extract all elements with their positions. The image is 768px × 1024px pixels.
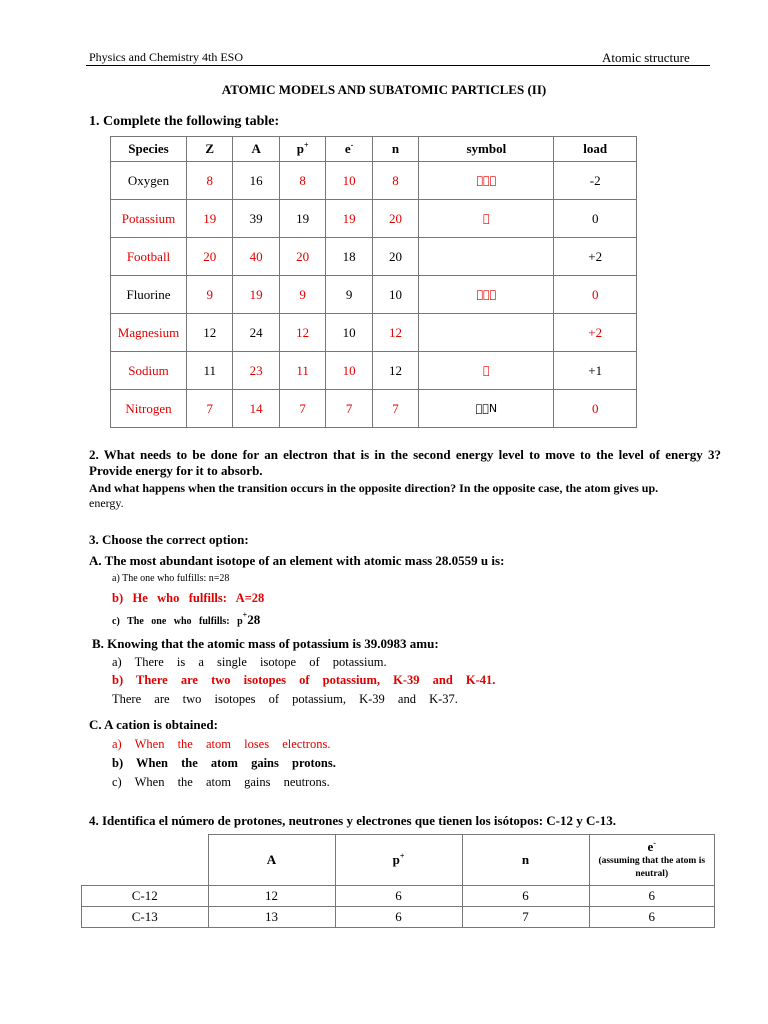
cell-load: 0 bbox=[554, 276, 637, 314]
question-3a-option-b: b) He who fulfills: A=28 bbox=[112, 591, 265, 605]
cell-p: 7 bbox=[279, 390, 325, 428]
cell-symbol: N bbox=[419, 390, 554, 428]
header-divider bbox=[86, 65, 710, 66]
cell-isotope: C-12 bbox=[82, 886, 209, 907]
cell-isotope: C-13 bbox=[82, 907, 209, 928]
question-3a-option-a: a) The one who fulfills: n=28 bbox=[112, 573, 230, 584]
question-3a-option-c-value: 28 bbox=[247, 612, 261, 627]
cell-a: 13 bbox=[208, 907, 335, 928]
header-e-note: (assuming that the atom is neutral) bbox=[598, 856, 706, 879]
table-row bbox=[82, 907, 715, 928]
cell-a: 16 bbox=[233, 162, 279, 200]
page-title: ATOMIC MODELS AND SUBATOMIC PARTICLES (II) bbox=[221, 82, 547, 97]
col-e-label: e bbox=[344, 141, 351, 156]
header-p-label: p bbox=[392, 852, 400, 867]
cell-a: 12 bbox=[208, 886, 335, 907]
question-1-prompt: 1. Complete the following table: bbox=[89, 114, 280, 129]
col-p-label: p bbox=[296, 141, 304, 156]
header-n: n bbox=[462, 835, 589, 886]
cell-a: 24 bbox=[233, 314, 279, 352]
cell-n: 7 bbox=[462, 907, 589, 928]
cell-n: 7 bbox=[372, 390, 418, 428]
col-load: load bbox=[554, 137, 637, 162]
table-row bbox=[111, 200, 637, 238]
col-p-sup: + bbox=[303, 140, 309, 150]
species-table bbox=[110, 136, 637, 428]
col-e-sup: - bbox=[350, 140, 354, 150]
table-row bbox=[111, 238, 637, 276]
cell-n: 10 bbox=[372, 276, 418, 314]
col-symbol: symbol bbox=[419, 137, 554, 162]
header-topic: Atomic structure bbox=[602, 50, 690, 65]
cell-species: Nitrogen bbox=[111, 390, 187, 428]
cell-e: 9 bbox=[326, 276, 372, 314]
question-3b-prompt: B. Knowing that the atomic mass of potassium is 39.0983 amu: bbox=[92, 636, 439, 651]
cell-a: 23 bbox=[233, 352, 279, 390]
cell-a: 14 bbox=[233, 390, 279, 428]
cell-z: 12 bbox=[187, 314, 233, 352]
question-3a-option-c-text: c) The one who fulfills: p bbox=[112, 616, 243, 627]
cell-z: 8 bbox=[187, 162, 233, 200]
question-3c-option-a: a) When the atom loses electrons. bbox=[112, 737, 331, 751]
cell-species: Potassium bbox=[111, 200, 187, 238]
question-3c-prompt: C. A cation is obtained: bbox=[89, 717, 218, 732]
col-a: A bbox=[233, 137, 279, 162]
cell-n: 6 bbox=[462, 886, 589, 907]
cell-symbol bbox=[419, 162, 554, 200]
cell-n: 8 bbox=[372, 162, 418, 200]
cell-e: 18 bbox=[326, 238, 372, 276]
header-e bbox=[589, 835, 715, 886]
cell-n: 12 bbox=[372, 314, 418, 352]
cell-species: Fluorine bbox=[111, 276, 187, 314]
cell-p: 11 bbox=[279, 352, 325, 390]
cell-e: 10 bbox=[326, 314, 372, 352]
cell-p: 19 bbox=[279, 200, 325, 238]
cell-load: +2 bbox=[554, 238, 637, 276]
col-e bbox=[326, 137, 372, 162]
question-3b-option-b: b) There are two isotopes of potassium, K-39 and K-41. bbox=[112, 673, 496, 687]
question-3a-option-c bbox=[112, 611, 260, 629]
cell-p: 12 bbox=[279, 314, 325, 352]
cell-symbol bbox=[419, 238, 554, 276]
question-3c-option-b: b) When the atom gains protons. bbox=[112, 756, 336, 770]
header-p bbox=[335, 835, 462, 886]
header-e-letter: e bbox=[647, 839, 654, 854]
isotope-header-row bbox=[82, 835, 715, 886]
cell-symbol bbox=[419, 200, 554, 238]
table-row bbox=[111, 352, 637, 390]
cell-p: 6 bbox=[335, 886, 462, 907]
question-4-prompt: 4. Identifica el número de protones, neutrones y electrones que tienen los isótopos: C-12 y C-13. bbox=[89, 813, 616, 828]
header-e-sup: - bbox=[653, 838, 656, 848]
isotope-table bbox=[81, 834, 715, 928]
table-row bbox=[111, 276, 637, 314]
col-p bbox=[279, 137, 325, 162]
cell-symbol bbox=[419, 352, 554, 390]
cell-p: 6 bbox=[335, 907, 462, 928]
cell-species: Magnesium bbox=[111, 314, 187, 352]
question-3c-option-c: c) When the atom gains neutrons. bbox=[112, 775, 330, 789]
header-a: A bbox=[208, 835, 335, 886]
cell-a: 39 bbox=[233, 200, 279, 238]
cell-e: 10 bbox=[326, 162, 372, 200]
question-2-prompt: 2. What needs to be done for an electron that is in the second energy level to move to the level of energy 3? Provide energy for it to absorb. bbox=[89, 447, 721, 478]
table-row bbox=[82, 886, 715, 907]
cell-load: 0 bbox=[554, 200, 637, 238]
cell-n: 20 bbox=[372, 200, 418, 238]
cell-p: 20 bbox=[279, 238, 325, 276]
header-empty bbox=[82, 835, 209, 886]
question-2-followup-text: And what happens when the transition occurs in the opposite direction? In the opposite case, the atom gives up. bbox=[89, 481, 659, 495]
col-n: n bbox=[372, 137, 418, 162]
cell-z: 11 bbox=[187, 352, 233, 390]
cell-p: 8 bbox=[279, 162, 325, 200]
cell-z: 19 bbox=[187, 200, 233, 238]
cell-e: 6 bbox=[589, 907, 715, 928]
question-2-followup bbox=[89, 481, 735, 511]
table-row bbox=[111, 314, 637, 352]
question-3b-option-a: a) There is a single isotope of potassium. bbox=[112, 655, 387, 669]
cell-e: 7 bbox=[326, 390, 372, 428]
cell-n: 12 bbox=[372, 352, 418, 390]
cell-symbol bbox=[419, 276, 554, 314]
cell-z: 7 bbox=[187, 390, 233, 428]
table-header-row bbox=[111, 137, 637, 162]
cell-z: 9 bbox=[187, 276, 233, 314]
header-e-label bbox=[590, 839, 715, 855]
cell-species: Sodium bbox=[111, 352, 187, 390]
cell-species: Football bbox=[111, 238, 187, 276]
header-course: Physics and Chemistry 4th ESO bbox=[89, 50, 244, 64]
cell-symbol bbox=[419, 314, 554, 352]
cell-load: -2 bbox=[554, 162, 637, 200]
cell-z: 20 bbox=[187, 238, 233, 276]
cell-p: 9 bbox=[279, 276, 325, 314]
cell-species: Oxygen bbox=[111, 162, 187, 200]
col-species: Species bbox=[111, 137, 187, 162]
cell-n: 20 bbox=[372, 238, 418, 276]
question-2-followup-tail: energy. bbox=[89, 496, 124, 510]
cell-load: +1 bbox=[554, 352, 637, 390]
cell-e: 10 bbox=[326, 352, 372, 390]
table-row bbox=[111, 162, 637, 200]
table-row bbox=[111, 390, 637, 428]
cell-e: 6 bbox=[589, 886, 715, 907]
cell-load: 0 bbox=[554, 390, 637, 428]
cell-a: 19 bbox=[233, 276, 279, 314]
header-p-sup: + bbox=[399, 851, 405, 861]
question-3a-option-c-sup: + bbox=[242, 610, 248, 620]
question-3a-prompt: A. The most abundant isotope of an element with atomic mass 28.0559 u is: bbox=[89, 553, 505, 568]
question-3b-option-c: There are two isotopes of potassium, K-39 and K-37. bbox=[112, 692, 458, 706]
col-z: Z bbox=[187, 137, 233, 162]
question-3-prompt: 3. Choose the correct option: bbox=[89, 532, 249, 547]
cell-a: 40 bbox=[233, 238, 279, 276]
cell-e: 19 bbox=[326, 200, 372, 238]
cell-load: +2 bbox=[554, 314, 637, 352]
